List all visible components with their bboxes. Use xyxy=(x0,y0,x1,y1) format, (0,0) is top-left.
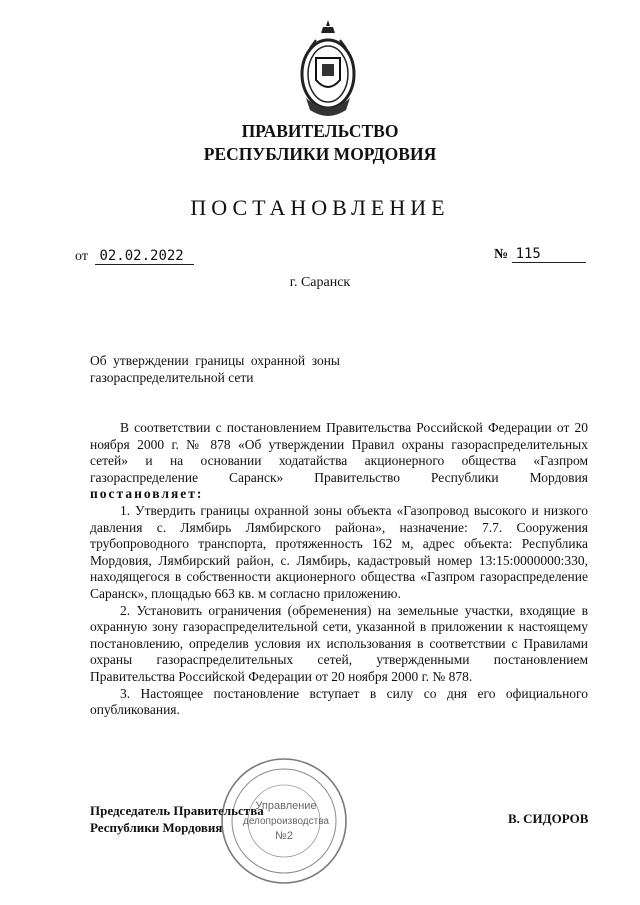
stamp-line1: Управление xyxy=(255,800,317,812)
signatory-position xyxy=(90,802,264,836)
signatory-name: В. СИДОРОВ xyxy=(508,811,589,826)
signatory-position-line2: Республики Мордовия xyxy=(90,820,223,835)
number-prefix: № xyxy=(494,247,509,262)
organization-name-line2: РЕСПУБЛИКИ МОРДОВИЯ xyxy=(203,144,437,164)
stamp-line2: делопроизводства xyxy=(242,816,330,827)
stamp-line3: №2 xyxy=(275,830,293,842)
coat-of-arms-emblem xyxy=(296,18,360,128)
document-subject: Об утверждении границы охранной зоны газораспределительной сети xyxy=(90,353,340,385)
number-line xyxy=(494,246,586,263)
document-date: 02.02.2022 xyxy=(95,248,194,265)
paragraph-2: 2. Установить ограничения (обременения) на земельные участки, входящие в охранную зону газораспределительной сети, указанной в приложении к настоящему постановлению, определив условия их использования в соответствии с Правилами охраны газораспределительных сетей, утвержденными постановлением Правительства Российской Федерации от 20 ноября 2000 г. № 878. xyxy=(90,602,588,684)
paragraph-3: 3. Настоящее постановление вступает в силу со дня его официального опубликования. xyxy=(90,685,588,718)
city: г. Саранск xyxy=(289,275,351,290)
document-body xyxy=(90,420,588,719)
date-prefix: от xyxy=(75,249,88,264)
intro-paragraph xyxy=(90,420,588,503)
date-line xyxy=(75,248,194,265)
decree-verb: постановляет: xyxy=(90,486,204,502)
document-type-title: ПОСТАНОВЛЕНИЕ xyxy=(190,195,450,220)
signatory-position-line1: Председатель Правительства xyxy=(90,803,264,818)
intro-text: В соответствии с постановлением Правительства Российской Федерации от 20 ноября 2000 г. № 878 «Об утверждении Правил охраны газораспределительных сетей» и на основании ходатайства акционерного общества «Газпром газораспределение Саранск» Правительство Республики Мордовия xyxy=(90,420,588,485)
organization-name-line1: ПРАВИТЕЛЬСТВО xyxy=(241,121,399,141)
paragraph-1: 1. Утвердить границы охранной зоны объекта «Газопровод высокого и низкого давления с. Лямбирь Лямбирского района», назначение: 7.7. Сооружения трубопроводного транспорта, протяженность 162 м, адрес объекта: Республика Мордовия, Лямбирский район, с. Лямбирь, кадастровый номер 13:15:0000000:330, находящегося в собственности акционерного общества «Газпром газораспределение Саранск», площадью 663 кв. м согласно приложению. xyxy=(90,502,588,601)
document-number: 115 xyxy=(512,246,586,263)
